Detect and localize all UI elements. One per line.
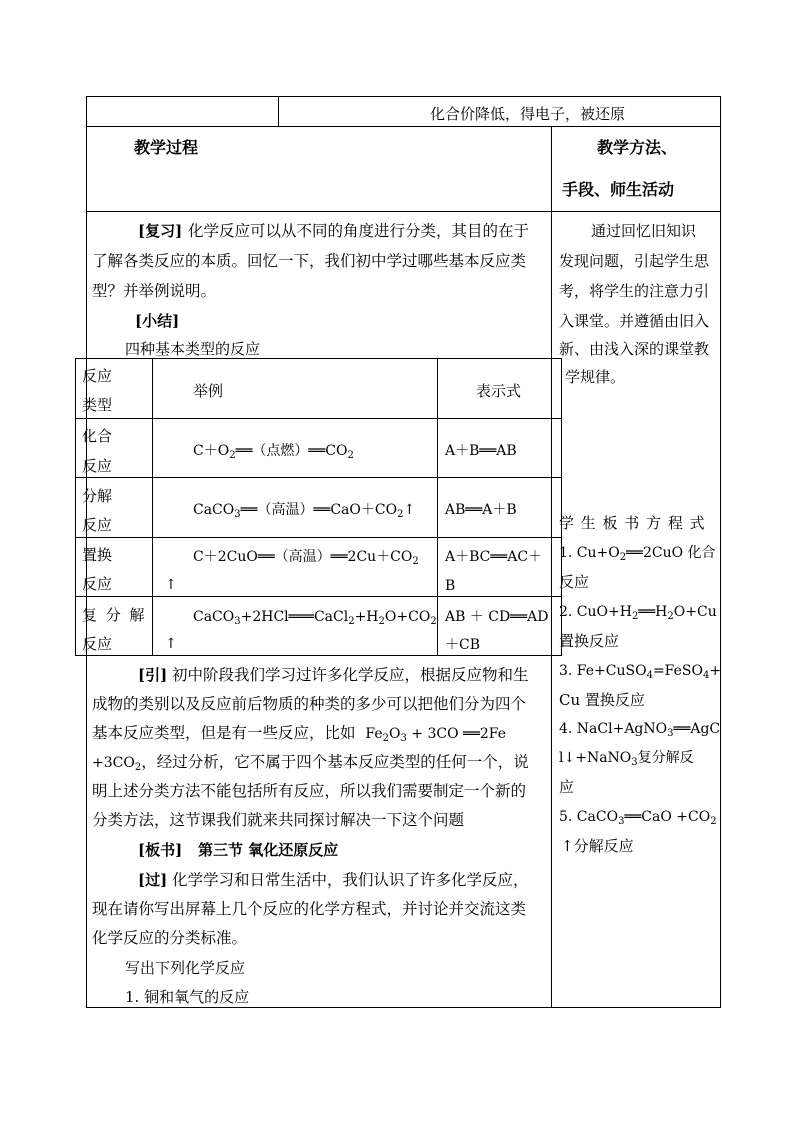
outer-right-border xyxy=(720,96,721,1008)
rt-r1-type2: 反应 xyxy=(82,457,113,475)
rt-bottom xyxy=(75,655,562,656)
right-eq2: 2. $CuO+H_2══H_2O+Cu$ xyxy=(559,604,717,622)
intro-tag: [引] xyxy=(138,666,168,684)
rt-r1-example: $C+O_2══$（点燃）$══CO_2$ xyxy=(193,443,354,461)
rt-top xyxy=(75,358,562,359)
right-eq4-end: 应 xyxy=(559,778,575,796)
summary-tag: [小结] xyxy=(135,312,180,330)
rt-r4-formula2: ＋CB xyxy=(445,637,480,653)
right-p1-l1: 通过回忆旧知识 xyxy=(591,222,697,240)
rt-r1-type1: 化合 xyxy=(82,427,113,445)
transition-line3: 化学反应的分类标准。 xyxy=(92,929,248,947)
board-tag: [板书] xyxy=(138,841,183,859)
review-line2: 了解各类反应的本质。回忆一下，我们初中学过哪些基本反应类 xyxy=(92,252,527,270)
right-eq4: 4. NaCl+AgNO$_3$══AgC xyxy=(559,721,721,739)
right-p1-l4: 入课堂。并遵循由旧入 xyxy=(559,312,710,330)
intro-line3: 基本反应类型，但是有一些反应，比如 $Fe_2O_3 + 3CO$ ══2Fe xyxy=(92,724,507,744)
rt-head-type2: 类型 xyxy=(82,396,113,414)
rt-row2 xyxy=(75,477,562,478)
right-eq3: 3. Fe+CuSO$_4$=FeSO$_4$+ xyxy=(559,663,722,681)
right-eq1-type: 反应 xyxy=(559,573,590,591)
rt-r4-example: $CaCO_3+2HCl═══CaCl_2+H_2O+CO_2$ xyxy=(193,609,437,627)
transition-line5: 1. 铜和氧气的反应 xyxy=(125,988,250,1006)
right-eq1: 1. $Cu+O_2══2CuO$ 化合 xyxy=(559,545,716,563)
board-title: 第三节 氧化还原反应 xyxy=(198,841,339,859)
rt-head-example: 举例 xyxy=(193,382,224,400)
right-eq2-type: 置换反应 xyxy=(559,632,620,650)
right-eq5-type: ↑分解反应 xyxy=(561,837,634,855)
right-eq5: 5. CaCO$_3$══CaO $+CO_2$ xyxy=(559,809,717,827)
top-row-divider xyxy=(278,96,279,127)
right-p1-l6: 学规律。 xyxy=(565,368,626,386)
transition-line2: 现在请你写出屏幕上几个反应的化学方程式，并讨论并交流这类 xyxy=(92,900,527,918)
rt-r2-formula: AB══A＋B xyxy=(445,502,517,518)
rt-r3-formula2: B xyxy=(445,578,456,594)
rt-r4-type1: 复 分 解 xyxy=(82,606,147,624)
intro-line4: $+3CO_2$，经过分析，它不属于四个基本反应类型的任何一个，说 xyxy=(92,753,529,773)
top-row-text: 化合价降低，得电子，被还原 xyxy=(430,105,626,123)
intro-line6: 分类方法，这节课我们就来共同探讨解决一下这个问题 xyxy=(92,811,465,829)
review-line3: 型？并举例说明。 xyxy=(92,282,217,300)
intro-line5: 明上述分类方法不能包括所有反应，所以我们需要制定一个新的 xyxy=(92,782,527,800)
rt-r3-type2: 反应 xyxy=(82,575,113,593)
rt-row4 xyxy=(75,596,562,597)
outer-top-border xyxy=(86,96,721,97)
rt-r1-formula: A＋B══AB xyxy=(445,443,517,459)
rt-r3-formula1: A＋BC══AC＋ xyxy=(445,549,543,565)
rt-r2-type2: 反应 xyxy=(82,516,113,534)
rt-r2-type1: 分解 xyxy=(82,487,113,505)
right-p1-l5: 新、由浅入深的课堂教 xyxy=(559,340,710,358)
summary-caption: 四种基本类型的反应 xyxy=(125,340,261,358)
review-tag: [复习] xyxy=(138,222,183,240)
transition-line4: 写出下列化学反应 xyxy=(125,959,246,977)
header-method-line2: 手段、师生活动 xyxy=(562,180,675,199)
rt-head-formula: 表示式 xyxy=(476,382,522,400)
rt-r3-example: C＋2CuO══（高温）$══2Cu+CO_2$ xyxy=(193,549,419,567)
intro-line2: 成物的类别以及反应前后物质的种类的多少可以把他们分为四个 xyxy=(92,695,527,713)
rt-col2 xyxy=(437,358,438,656)
right-p1-l3: 考，将学生的注意力引 xyxy=(559,282,710,300)
rt-row1 xyxy=(75,418,562,419)
rt-r2-example: CaCO$_3$══（高温）$══CaO+CO_2↑$ xyxy=(193,502,416,520)
rt-left xyxy=(75,358,76,656)
rt-r4-type2: 反应 xyxy=(82,635,113,653)
rt-row3 xyxy=(75,537,562,538)
review-line1: 化学反应可以从不同的角度进行分类，其目的在于 xyxy=(188,222,530,240)
rt-head-type1: 反应 xyxy=(82,367,113,385)
header-bottom xyxy=(86,211,721,212)
intro-formula: $Fe_2O_3 + 3CO$ ══2Fe xyxy=(365,726,507,744)
right-board-heading: 学 生 板 书 方 程 式 xyxy=(559,514,706,532)
intro-line1: 初中阶段我们学习过许多化学反应，根据反应物和生 xyxy=(172,666,529,684)
right-eq4-cont: l↓+NaNO$_3$复分解反 xyxy=(559,750,694,768)
outer-bottom-border xyxy=(86,1007,721,1008)
transition-tag: [过] xyxy=(138,871,168,889)
header-method-line1: 教学方法、 xyxy=(597,138,678,157)
rt-r3-type1: 置换 xyxy=(82,546,113,564)
row1-bottom xyxy=(86,126,721,127)
column-divider xyxy=(551,126,552,1008)
transition-line1: 化学学习和日常生活中，我们认识了许多化学反应， xyxy=(172,871,529,889)
rt-r4-formula1: AB ＋ CD══AD xyxy=(445,609,549,625)
rt-col1 xyxy=(152,358,153,656)
header-teaching-process: 教学过程 xyxy=(134,138,199,157)
right-eq3-type: Cu 置换反应 xyxy=(559,691,645,709)
right-p1-l2: 发现问题，引起学生思 xyxy=(559,252,710,270)
rt-r3-arrow: ↑ xyxy=(165,577,177,593)
rt-r4-arrow: ↑ xyxy=(165,636,177,652)
